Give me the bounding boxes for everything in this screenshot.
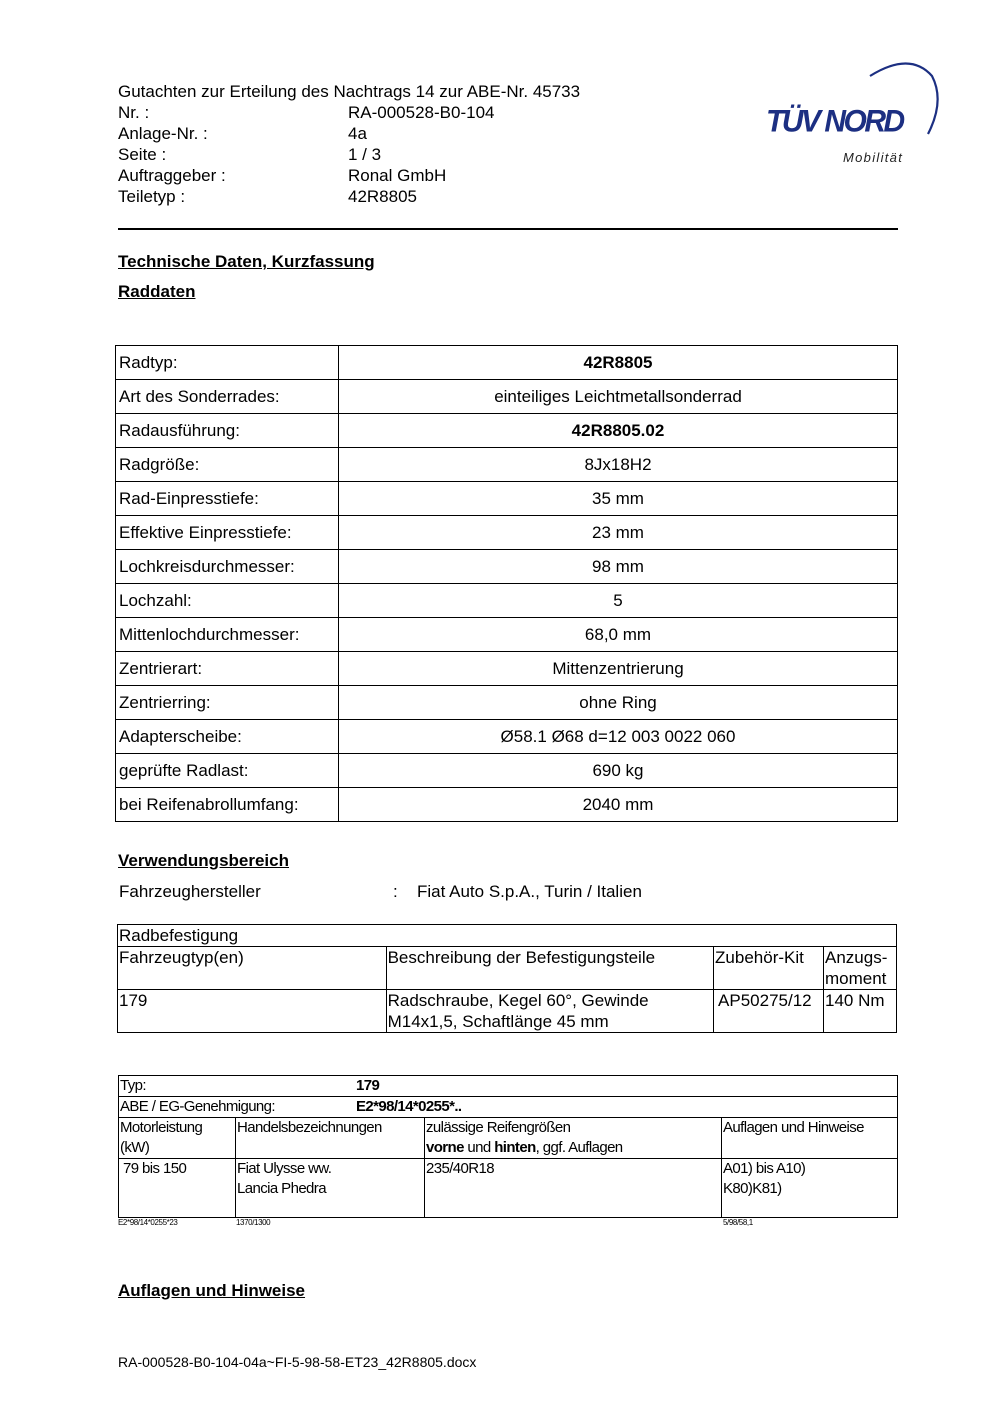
- abe-row: [119, 1097, 898, 1118]
- cell-fahrzeugtyp: 179: [118, 990, 387, 1033]
- header-anzugsmoment: Anzugs-moment: [824, 947, 897, 990]
- fahrzeughersteller-row: [119, 882, 899, 902]
- table-row: [116, 720, 898, 754]
- table-row: [116, 448, 898, 482]
- raddaten-value: Mittenzentrierung: [339, 652, 898, 686]
- section-raddaten: Raddaten: [118, 282, 196, 301]
- table-header-row: [119, 1118, 898, 1159]
- table-row: [118, 990, 897, 1033]
- raddaten-value: 690 kg: [339, 754, 898, 788]
- cell-zubehoer-kit: AP50275/12: [714, 990, 824, 1033]
- document-footer: RA-000528-B0-104-04a~FI-5-98-58-ET23_42R8805.docx: [118, 1354, 477, 1370]
- table-row: [116, 380, 898, 414]
- raddaten-label: Art des Sonderrades:: [116, 380, 339, 414]
- cell-motorleistung: 79 bis 150: [119, 1159, 236, 1218]
- document-title: Gutachten zur Erteilung des Nachtrags 14 zur ABE-Nr. 45733: [118, 82, 581, 101]
- abe-value: E2*98/14*0255*..: [356, 1098, 462, 1115]
- hersteller-separator: :: [393, 882, 398, 901]
- raddaten-value: 42R8805.02: [339, 414, 898, 448]
- table-row: [116, 346, 898, 380]
- header-fahrzeugtyp: Fahrzeugtyp(en): [118, 947, 387, 990]
- typ-value: 179: [356, 1077, 380, 1094]
- table-row: [116, 516, 898, 550]
- radbefestigung-title: Radbefestigung: [118, 925, 897, 947]
- header-row-teiletyp: [118, 186, 718, 207]
- header-row-seite: [118, 144, 718, 165]
- raddaten-value: Ø58.1 Ø68 d=12 003 0022 060: [339, 720, 898, 754]
- cell-auflagen: [722, 1159, 898, 1218]
- table-row: [118, 925, 897, 947]
- radbefestigung-table: [117, 924, 897, 1033]
- table-row: [116, 414, 898, 448]
- auflagen-line: A01) bis A10): [723, 1160, 806, 1177]
- hersteller-label: Fahrzeughersteller: [119, 882, 261, 901]
- hinten-label: hinten: [494, 1139, 536, 1156]
- table-row: [119, 1159, 898, 1218]
- typ-row: [119, 1076, 898, 1097]
- header-auflagen: Auflagen und Hinweise: [722, 1118, 898, 1159]
- und-label: und: [463, 1139, 495, 1156]
- header-row-auftraggeber: [118, 165, 718, 186]
- raddaten-label: bei Reifenabrollumfang:: [116, 788, 339, 822]
- header-value: 1 / 3: [348, 145, 382, 164]
- cell-anzugsmoment: 140 Nm: [824, 990, 897, 1033]
- table-row: [116, 482, 898, 516]
- header-line: (kW): [120, 1139, 150, 1156]
- table-row: [116, 618, 898, 652]
- table-row: [116, 584, 898, 618]
- header-label: Seite :: [118, 145, 167, 164]
- hersteller-value: Fiat Auto S.p.A., Turin / Italien: [417, 882, 642, 901]
- raddaten-label: Rad-Einpresstiefe:: [116, 482, 339, 516]
- table-row: [116, 550, 898, 584]
- raddaten-value: ohne Ring: [339, 686, 898, 720]
- typ-table: [118, 1075, 898, 1218]
- raddaten-value: 35 mm: [339, 482, 898, 516]
- table-row: [116, 686, 898, 720]
- header-motorleistung: [119, 1118, 236, 1159]
- section-verwendungsbereich: Verwendungsbereich: [118, 851, 289, 870]
- handel-line: Lancia Phedra: [237, 1180, 326, 1197]
- cell-beschreibung: [386, 990, 713, 1033]
- logo-brand: TÜV NORD: [766, 104, 903, 139]
- typ-footnote-3: 5/98/58,1: [723, 1218, 753, 1227]
- table-row: [116, 754, 898, 788]
- cell-reifengroessen: 235/40R18: [425, 1159, 722, 1218]
- raddaten-label: Lochzahl:: [116, 584, 339, 618]
- header-beschreibung: Beschreibung der Befestigungsteile: [386, 947, 713, 990]
- beschreibung-line: M14x1,5, Schaftlänge 45 mm: [387, 1012, 609, 1031]
- header-value: RA-000528-B0-104: [348, 103, 495, 122]
- raddaten-label: Radgröße:: [116, 448, 339, 482]
- table-row: [116, 652, 898, 686]
- raddaten-label: geprüfte Radlast:: [116, 754, 339, 788]
- vorne-label: vorne: [426, 1139, 464, 1156]
- table-row: [116, 788, 898, 822]
- table-row: [119, 1076, 898, 1097]
- raddaten-value: 5: [339, 584, 898, 618]
- raddaten-value: 23 mm: [339, 516, 898, 550]
- table-header-row: [118, 947, 897, 990]
- header-value: Ronal GmbH: [348, 166, 447, 185]
- header-label: Teiletyp :: [118, 187, 186, 206]
- auflagen-line: K80)K81): [723, 1180, 782, 1197]
- raddaten-value: einteiliges Leichtmetallsonderrad: [339, 380, 898, 414]
- raddaten-value: 2040 mm: [339, 788, 898, 822]
- section-auflagen-hinweise: Auflagen und Hinweise: [118, 1281, 306, 1300]
- header-value: 4a: [348, 124, 367, 143]
- raddaten-table: [115, 345, 898, 822]
- typ-label: Typ:: [120, 1077, 146, 1094]
- raddaten-label: Radausführung:: [116, 414, 339, 448]
- raddaten-label: Zentrierring:: [116, 686, 339, 720]
- raddaten-value: 98 mm: [339, 550, 898, 584]
- raddaten-label: Effektive Einpresstiefe:: [116, 516, 339, 550]
- typ-footnote-2: 1370/1300: [236, 1218, 271, 1227]
- header-reifengroessen: [425, 1118, 722, 1159]
- header-line: [426, 1138, 720, 1158]
- cell-handelsbezeichnungen: [236, 1159, 425, 1218]
- header-line: Motorleistung: [120, 1119, 203, 1136]
- header-label: Nr. :: [118, 103, 150, 122]
- raddaten-value: 68,0 mm: [339, 618, 898, 652]
- logo-subtitle: Mobilität: [843, 150, 904, 165]
- raddaten-label: Radtyp:: [116, 346, 339, 380]
- handel-line: Fiat Ulysse ww.: [237, 1160, 332, 1177]
- raddaten-label: Lochkreisdurchmesser:: [116, 550, 339, 584]
- beschreibung-line: Radschraube, Kegel 60°, Gewinde: [387, 991, 649, 1010]
- header-handelsbezeichnungen: Handelsbezeichnungen: [236, 1118, 425, 1159]
- abe-label: ABE / EG-Genehmigung:: [120, 1098, 275, 1115]
- table-row: [119, 1097, 898, 1118]
- tuev-nord-logo: [760, 56, 945, 171]
- document-header: [118, 81, 718, 207]
- header-label: Auftraggeber :: [118, 166, 226, 185]
- raddaten-value: 8Jx18H2: [339, 448, 898, 482]
- section-technische-daten: Technische Daten, Kurzfassung: [118, 252, 375, 271]
- header-value: 42R8805: [348, 187, 418, 206]
- header-divider: [118, 228, 898, 230]
- header-line: zulässige Reifengrößen: [426, 1119, 571, 1136]
- raddaten-label: Adapterscheibe:: [116, 720, 339, 754]
- header-label: Anlage-Nr. :: [118, 124, 208, 143]
- raddaten-value: 42R8805: [339, 346, 898, 380]
- header-row-nr: [118, 102, 718, 123]
- raddaten-label: Zentrierart:: [116, 652, 339, 686]
- header-zubehoer-kit: Zubehör-Kit: [714, 947, 824, 990]
- typ-footnote-1: E2*98/14*0255*23: [118, 1218, 178, 1227]
- raddaten-label: Mittenlochdurchmesser:: [116, 618, 339, 652]
- rest-label: , ggf. Auflagen: [535, 1139, 623, 1156]
- header-row-anlage: [118, 123, 718, 144]
